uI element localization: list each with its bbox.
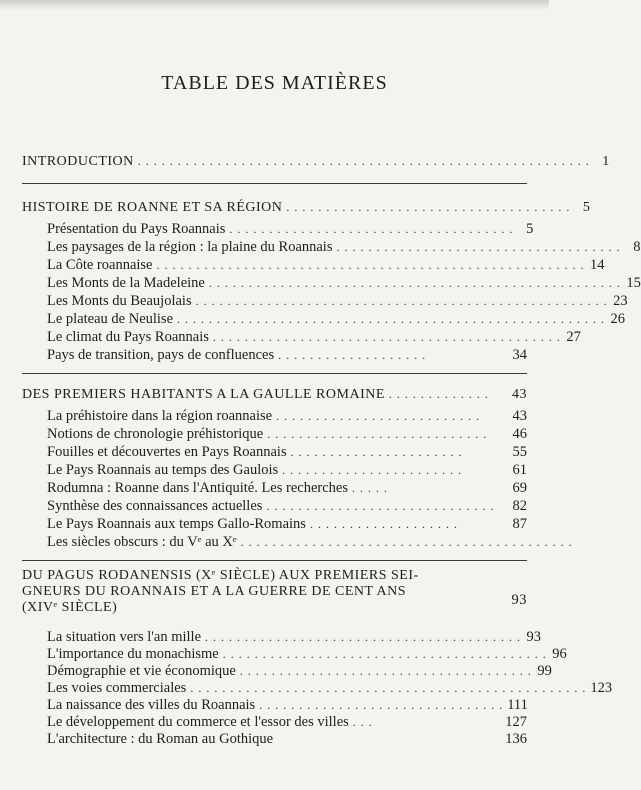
leader-dots: . . . . . . . . . . . . . xyxy=(388,387,489,401)
toc-entry[interactable] xyxy=(47,713,527,731)
toc-entry[interactable] xyxy=(47,730,527,748)
toc-entry-page: 123 xyxy=(590,680,613,696)
leader-dots: . . . . . . . . . . . . . . . . . . . . . . . . . . . . . . . xyxy=(259,698,504,712)
toc-entry-page: 43 xyxy=(512,408,527,424)
toc-entry-label: Les Monts du Beaujolais xyxy=(47,293,192,309)
leader-dots: . . . . . . . . . . . . . . . . . . . . . . . xyxy=(282,463,463,477)
toc-entry-page: 23 xyxy=(613,293,628,309)
leader-dots: . . . . . . . . . . . . . . . . . . . . . . . . . . . . . . . . . . . . . . . . . . . . . . . . . . . . . . xyxy=(177,312,606,326)
toc-entry-page: 55 xyxy=(512,444,527,460)
toc-entry[interactable] xyxy=(47,310,626,328)
toc-section-heading[interactable] xyxy=(22,198,591,217)
toc-entry-label: La situation vers l'an mille xyxy=(47,629,202,645)
leader-dots: . . . . . . . . . . . . . . . . . . . . . . . . . . . . . . . . . . . . . . . . . . . . . . . . . . . . . . xyxy=(156,258,585,272)
section-heading-page: 93 xyxy=(511,592,527,608)
section-heading-page: 43 xyxy=(512,387,527,402)
leader-dots: . . . . . . . . . . . . . . . . . . . . . . . . . . . . . . . . . . . . xyxy=(229,222,514,236)
toc-entry-label: Présentation du Pays Roannais xyxy=(47,221,226,237)
toc-entry-page: 15 xyxy=(626,275,641,291)
toc-entry-label: Démographie et vie économique xyxy=(47,663,236,679)
toc-entry-label: L'importance du monachisme xyxy=(47,646,219,662)
toc-entry-page: 96 xyxy=(552,646,567,662)
toc-entry[interactable] xyxy=(47,461,527,479)
leader-dots: . . . . . . . . . . . . . . . . . . . . . . . . . . . . . . . . . . . . . . . . . . . . . . . . . . . . xyxy=(208,276,621,290)
toc-entry[interactable] xyxy=(47,443,527,461)
page-title: TABLE DES MATIÈRES xyxy=(161,72,388,94)
section-divider xyxy=(22,373,527,374)
toc-entry-label: Les Monts de la Madeleine xyxy=(47,275,205,291)
leader-dots: . . . . . . . . . . . . . . . . . . . . . . . . . . . . xyxy=(267,427,488,441)
toc-entry-label: Le Pays Roannais au temps des Gaulois xyxy=(47,462,279,478)
facing-page-bleed xyxy=(0,0,549,10)
toc-entry-page: 46 xyxy=(512,426,527,442)
leader-dots: . . . . . . . . . . . . . . . . . . . . . . . . . . . . . . . . . . . . . . . . . . . . . . . . . . . . . . . . . xyxy=(137,154,590,168)
section-divider xyxy=(22,560,527,561)
toc-entry-label: Pays de transition, pays de confluences xyxy=(47,347,275,363)
toc-entry-label: Rodumna : Roanne dans l'Antiquité. Les recherches xyxy=(47,480,348,496)
toc-entry-label: Synthèse des connaissances actuelles xyxy=(47,498,263,514)
toc-entry[interactable] xyxy=(47,696,527,714)
section-heading-label: DES PREMIERS HABITANTS A LA GAULLE ROMAINE xyxy=(22,387,385,402)
toc-entry[interactable] xyxy=(47,679,613,697)
toc-entry-label: Le plateau de Neulise xyxy=(47,311,174,327)
leader-dots: . . . xyxy=(352,715,373,729)
toc-entry[interactable] xyxy=(47,220,534,238)
leader-dots: . . . . . . . . . . . . . . . . . . . . . . . . . . . . . . . . . . . . . . . . . . . . xyxy=(212,330,561,344)
leader-dots: . . . . . . . . . . . . . . . . . . . . . . . . . . . . . xyxy=(266,499,495,513)
section-heading-line: DU PAGUS RODANENSIS (Xᵉ SIÈCLE) AUX PREMIERS SEI- xyxy=(22,568,419,583)
toc-entry[interactable] xyxy=(47,533,573,551)
toc-entry-label: Fouilles et découvertes en Pays Roannais xyxy=(47,444,287,460)
toc-entry[interactable] xyxy=(47,479,527,497)
toc-entry-label: Le développement du commerce et l'essor des villes xyxy=(47,714,349,730)
toc-entry[interactable] xyxy=(47,346,527,364)
leader-dots: . . . . . . . . . . . . . . . . . . . . . . . . . . . . . . . . . . . . xyxy=(336,240,621,254)
toc-entry[interactable] xyxy=(47,274,641,292)
toc-entry-page: 111 xyxy=(507,697,528,713)
toc-entry[interactable] xyxy=(47,238,641,256)
toc-entry[interactable] xyxy=(47,256,605,274)
toc-entry-page: 69 xyxy=(512,480,527,496)
toc-entry-page: 127 xyxy=(505,714,527,730)
section-heading-label: HISTOIRE DE ROANNE ET SA RÉGION xyxy=(22,200,283,215)
toc-entry-label: Le Pays Roannais aux temps Gallo-Romains xyxy=(47,516,306,532)
toc-entry[interactable] xyxy=(47,497,527,515)
leader-dots: . . . . . . . . . . . . . . . . . . . xyxy=(278,348,427,362)
toc-entry-label: Notions de chronologie préhistorique xyxy=(47,426,264,442)
leader-dots: . . . . . . . . . . . . . . . . . . . . . . . . . . . . . . . . . . . . . . . . . . xyxy=(240,535,573,549)
toc-entry-introduction[interactable] xyxy=(22,152,610,171)
leader-dots: . . . . . . . . . . . . . . . . . . . . . . xyxy=(290,445,463,459)
section-heading-page: 5 xyxy=(582,200,591,215)
leader-dots: . . . . . . . . . . . . . . . . . . . . . . . . . . . . . . . . . . . . . . . . . . . . . . . . . . . . xyxy=(195,294,608,308)
toc-entry-page: 136 xyxy=(505,731,527,747)
toc-entry-page: 99 xyxy=(537,663,552,679)
toc-entry-label: Le climat du Pays Roannais xyxy=(47,329,209,345)
leader-dots: . . . . . . . . . . . . . . . . . . . . . . . . . . . . . . . . . . . . . . . . . . . . . . . . . . xyxy=(190,681,587,695)
toc-entry[interactable] xyxy=(47,645,567,663)
leader-dots: . . . . . xyxy=(352,481,388,495)
toc-entry-page: 93 xyxy=(526,629,542,645)
toc-entry-page: 34 xyxy=(512,347,527,363)
toc-entry-page: 61 xyxy=(512,462,527,478)
toc-entry[interactable] xyxy=(47,407,527,425)
toc-entry-page: 82 xyxy=(512,498,527,514)
section-divider xyxy=(22,183,527,184)
toc-entry[interactable] xyxy=(47,515,527,533)
leader-dots: . . . . . . . . . . . . . . . . . . . . . . . . . . . . . . . . . . . . . xyxy=(239,664,532,678)
toc-section-heading[interactable] xyxy=(22,385,527,404)
toc-entry-label: La préhistoire dans la région roannaise xyxy=(47,408,273,424)
toc-entry-label: Les paysages de la région : la plaine du Roannais xyxy=(47,239,333,255)
leader-dots: . . . . . . . . . . . . . . . . . . . . . . . . . . xyxy=(276,409,481,423)
toc-entry-page: 26 xyxy=(610,311,626,327)
toc-entry-label: La Côte roannaise xyxy=(47,257,153,273)
toc-entry[interactable] xyxy=(47,292,628,310)
toc-entry-label: Les voies commerciales xyxy=(47,680,187,696)
toc-entry-label: L'architecture : du Roman au Gothique xyxy=(47,731,274,747)
toc-entry-page: 14 xyxy=(590,257,605,273)
toc-entry[interactable] xyxy=(47,628,542,646)
toc-entry-label: Les siècles obscurs : du Vᵉ au Xᵉ xyxy=(47,534,237,550)
toc-entry[interactable] xyxy=(47,328,581,346)
section-heading-line: (XIVᵉ SIÈCLE) xyxy=(22,600,118,615)
toc-entry-label: INTRODUCTION xyxy=(22,154,134,169)
toc-entry[interactable] xyxy=(47,425,527,443)
leader-dots: . . . . . . . . . . . . . . . . . . . . . . . . . . . . . . . . . . . . . . . . . xyxy=(222,647,547,661)
toc-entry-page: 27 xyxy=(566,329,581,345)
leader-dots: . . . . . . . . . . . . . . . . . . . . . . . . . . . . . . . . . . . . xyxy=(286,200,571,214)
leader-dots: . . . . . . . . . . . . . . . . . . . . . . . . . . . . . . . . . . . . . . . . xyxy=(205,630,522,644)
toc-entry[interactable] xyxy=(47,662,552,680)
toc-entry-page: 8 xyxy=(633,239,641,255)
toc-entry-page: 5 xyxy=(526,221,534,237)
section-heading-line: GNEURS DU ROANNAIS ET A LA GUERRE DE CENT ANS xyxy=(22,584,407,599)
toc-entry-page: 87 xyxy=(512,516,527,532)
toc-section-heading[interactable] xyxy=(22,568,527,616)
toc-entry-label: La naissance des villes du Roannais xyxy=(47,697,256,713)
toc-entry-page: 1 xyxy=(602,154,610,169)
leader-dots: . . . . . . . . . . . . . . . . . . . xyxy=(309,517,458,531)
